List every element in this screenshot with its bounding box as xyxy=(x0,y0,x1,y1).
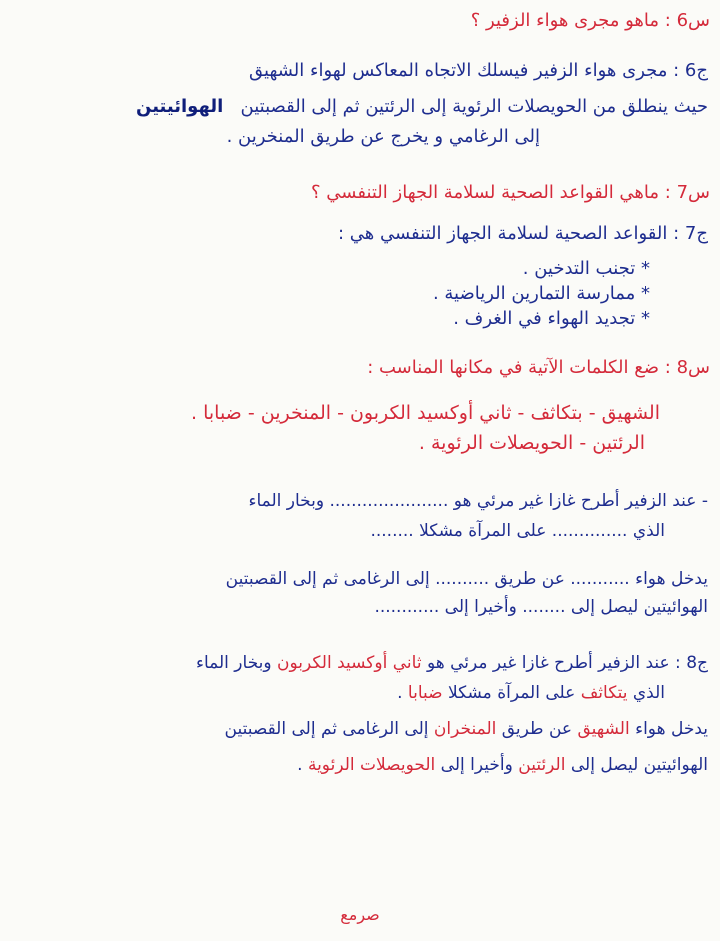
a8-l2-part1: الذي xyxy=(627,683,665,703)
a8-l2-answer2: ضبابا xyxy=(407,683,443,703)
a8-l1-part3: وبخار الماء xyxy=(196,653,278,673)
q7-answer-intro: ج7 : القواعد الصحية لسلامة الجهاز التنفسي هي : xyxy=(337,223,708,244)
a8-l3-part5: إلى الرغامى ثم إلى القصبتين xyxy=(224,719,434,739)
q8-exercise-line2: الذي .............. على المرآة مشكلا ........ xyxy=(370,521,665,541)
q7-question-text: س7 : ماهي القواعد الصحية لسلامة الجهاز التنفسي ؟ xyxy=(311,182,710,203)
q8-question xyxy=(12,355,710,381)
q8-exercise-line3: يدخل هواء ........... عن طريق .......... إلى الرغامى ثم إلى القصبتين xyxy=(225,569,708,589)
a8-l4-part1: الهوائيتين ليصل إلى xyxy=(565,755,708,775)
q6-answer-highlight: الهوائيتين xyxy=(136,96,224,117)
q6-question-text: س6 : ماهو مجرى هواء الزفير ؟ xyxy=(470,10,710,31)
a8-l2-part3: على المرآة مشكلا xyxy=(442,683,581,703)
q6-answer-line2-text: حيث ينطلق من الحويصلات الرئوية إلى الرئتين ثم إلى القصبتين xyxy=(240,96,708,117)
a8-line3 xyxy=(12,716,708,742)
q8-exercise-line4: الهوائيتين ليصل إلى ........ وأخيرا إلى ............ xyxy=(374,597,708,617)
a8-l4-part3: وأخيرا إلى xyxy=(435,755,519,775)
a8-l2-part5: . xyxy=(397,683,408,703)
a8-l1-answer: ثاني أوكسيد الكربون xyxy=(277,653,422,673)
q8-words-line1: الشهيق - بتكاثف - ثاني أوكسيد الكربون - المنخرين - ضبابا . xyxy=(191,402,660,424)
q6-answer-line1: ج6 : مجرى هواء الزفير فيسلك الاتجاه المعاكس لهواء الشهيق xyxy=(249,60,708,81)
q6-answer-line3: إلى الرغامي و يخرج عن طريق المنخرين . xyxy=(226,126,540,147)
q6-question xyxy=(12,8,710,34)
a8-l4-part5: . xyxy=(297,755,308,775)
q8-question-text: س8 : ضع الكلمات الآتية في مكانها المناسب : xyxy=(367,357,710,378)
a8-l2-answer1: يتكاثف xyxy=(580,683,628,703)
a8-l3-answer2: المنخران xyxy=(433,719,497,739)
a8-l4-answer2: الحويصلات الرئوية xyxy=(307,755,436,775)
a8-line4 xyxy=(12,752,708,778)
a8-l4-answer1: الرئتين xyxy=(518,755,566,775)
a8-l3-answer1: الشهيق xyxy=(577,719,630,739)
q6-answer-line2 xyxy=(12,94,708,120)
q7-item-3: * تجديد الهواء في الغرف . xyxy=(453,308,650,329)
a8-line2 xyxy=(12,680,665,706)
q8-words-line2: الرئتين - الحويصلات الرئوية . xyxy=(418,432,645,454)
page-footer-signature: صرمع xyxy=(340,905,380,924)
q7-question xyxy=(12,180,710,206)
a8-l3-part3: عن طريق xyxy=(496,719,578,739)
q8-exercise-line1: - عند الزفير أطرح غازا غير مرئي هو ...................... وبخار الماء xyxy=(248,491,708,511)
a8-l1-part1: ج8 : عند الزفير أطرح غازا غير مرئي هو xyxy=(421,653,708,673)
a8-line1 xyxy=(12,650,708,676)
a8-l3-part1: يدخل هواء xyxy=(629,719,708,739)
q7-item-1: * تجنب التدخين . xyxy=(522,258,650,279)
q7-item-2: * ممارسة التمارين الرياضية . xyxy=(432,283,650,304)
